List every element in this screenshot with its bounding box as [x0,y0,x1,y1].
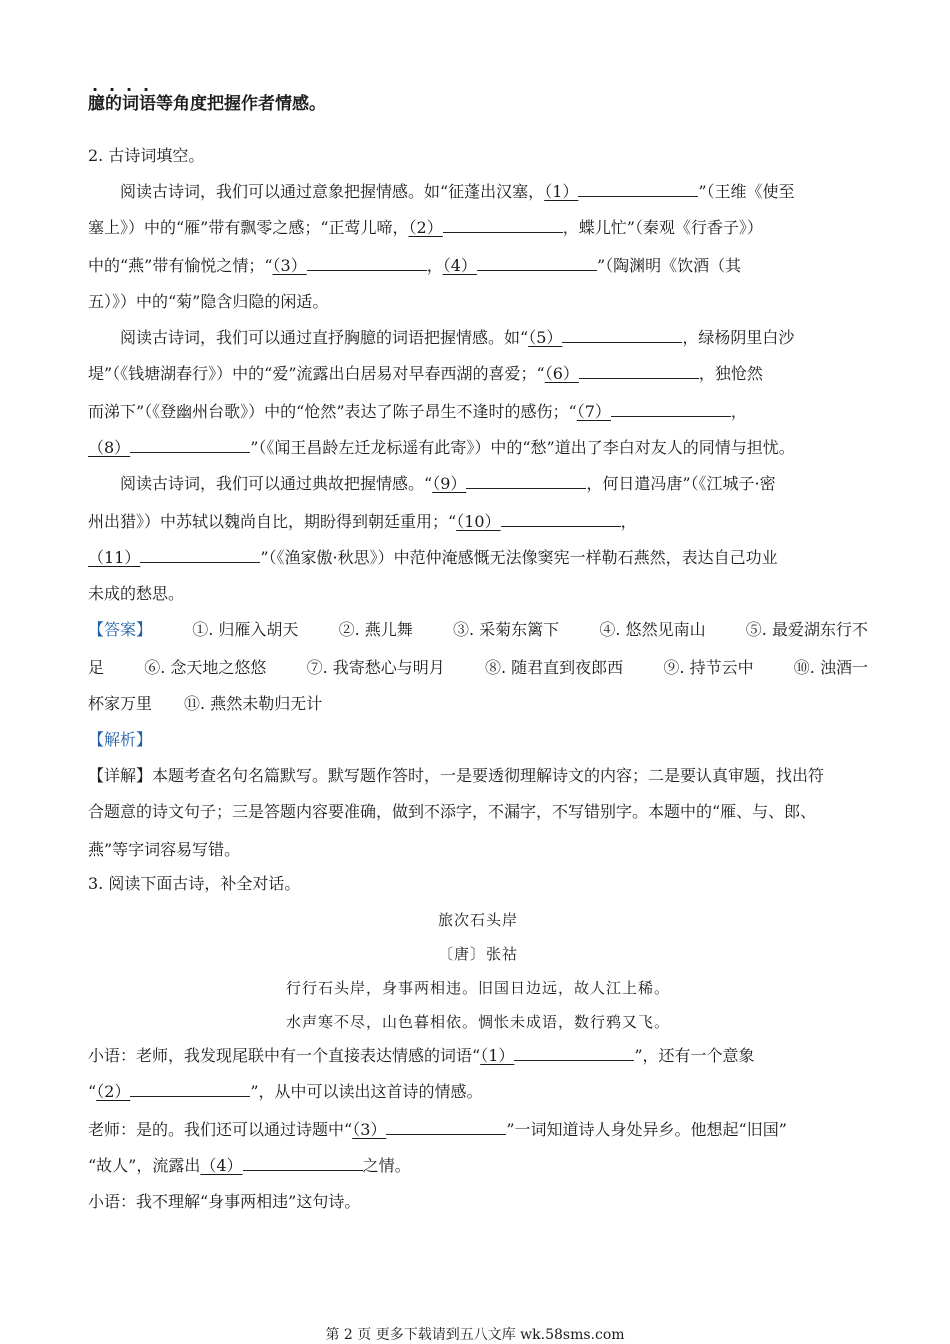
text: ”一词知道诗人身处异乡。他想起“旧国” [506,1120,787,1139]
emph-char: 的 [105,94,122,114]
text: 堤”（《钱塘湖春行》）中的“爱”流露出白居易对早春西湖的喜爱；“ [88,364,545,383]
q2-p3-line1 [88,474,776,494]
blank-line [243,1156,363,1171]
poem-line1: 行行石头岸，身事两相违。旧国日边远，故人江上稀。 [285,979,670,997]
blank-4: （4） [442,256,477,275]
q2-p2-line2 [88,364,763,384]
blank-line [562,328,682,343]
answer-item: ⑦. 我寄愁心与明月 [306,658,445,677]
text: 小语：老师，我发现尾联中有一个直接表达情感的词语“ [88,1046,481,1065]
emph-char: 臆 [88,94,105,114]
q2-p3-line2 [88,512,637,532]
q3-blank-4: （4） [200,1156,243,1175]
blank-line [443,218,563,233]
q2-p1-line2 [88,218,763,238]
poem-line2: 水声寒不尽，山色暮相依。惆怅未成语，数行鸦又飞。 [285,1013,670,1031]
answer-line3 [88,694,322,714]
dialog3: 小语：我不理解“身事两相违”这句诗。 [88,1192,361,1211]
q2-title: 2. 古诗词填空。 [88,146,205,165]
text: 阅读古诗词，我们可以通过典故把握情感。“ [120,474,433,493]
blank-line [307,256,427,271]
text: 中的“燕”带有愉悦之情；“ [88,256,273,275]
blank-line [140,548,260,563]
blank-9: （9） [432,474,467,493]
answer-item: 足 [88,658,105,677]
emph-char: 词 [122,94,139,114]
answer-item: ②. 燕儿舞 [338,620,413,639]
analysis-tag: 【解析】 [88,730,153,749]
blank-line [514,1046,634,1061]
dialog2-line1 [88,1120,787,1140]
poem-author: 〔唐〕张祜 [437,945,518,963]
blank-1: （1） [544,182,579,201]
dialog1-line1 [88,1046,755,1066]
q2-p2-line4 [88,438,795,458]
text: ”（陶渊明《饮酒（其 [596,256,742,275]
intro-rest: 等角度把握作者情感。 [156,94,326,114]
blank-2: （2） [408,218,443,237]
text: ”（王维《使至 [698,182,795,201]
blank-line [611,402,731,417]
text: ，绿杨阴里白沙 [682,328,795,347]
answer-item: ①. 归雁入胡天 [192,620,299,639]
blank-7: （7） [576,402,611,421]
text: ”，从中可以读出这首诗的情感。 [250,1082,483,1101]
text: 州出猎》）中苏轼以魏尚自比，期盼得到朝廷重用；“ [88,512,457,531]
blank-line [466,474,586,489]
blank-8: （8） [88,438,131,457]
text: 而涕下”（《登幽州台歌》）中的“怆然”表达了陈子昂生不逢时的感伤；“ [88,402,577,421]
page-footer: 第 2 页 更多下载请到五八文库 wk.58sms.com [325,1327,625,1343]
answer-line1 [88,620,868,640]
answer-item: ⑪. 燕然未勒归无计 [184,694,323,713]
q2-p2-line3 [88,402,747,422]
text: ”，还有一个意象 [634,1046,755,1065]
detail-line2: 合题意的诗文句子；三是答题内容要准确，做到不添字，不漏字，不写错别字。本题中的“雁、与、郎、 [88,802,817,821]
q3-title: 3. 阅读下面古诗，补全对话。 [88,874,301,893]
text: 塞上》）中的“雁”带有飘零之感；“正莺儿啼， [88,218,409,237]
blank-3: （3） [272,256,307,275]
detail-line1: 【详解】本题考查名句名篇默写。默写题作答时，一是要透彻理解诗文的内容；二是要认真审题，找出符 [88,766,825,785]
emph-char: 语 [139,94,156,114]
text: ，何日遣冯唐”（《江城子·密 [586,474,776,493]
blank-line [501,512,621,527]
dialog2-line2 [88,1156,411,1176]
answer-item: ⑤. 最爱湖东行不 [745,620,868,639]
answer-tag: 【答案】 [88,620,153,639]
text: 老师：是的。我们还可以通过诗题中“ [88,1120,353,1139]
blank-line [130,438,250,453]
blank-line [477,256,597,271]
q3-blank-2: （2） [96,1082,131,1101]
detail-line3: 燕”等字词容易写错。 [88,840,241,859]
blank-10: （10） [456,512,501,531]
answer-item: 杯家万里 [88,694,153,713]
text: ，独怆然 [698,364,763,383]
answer-item: ⑨. 持节云中 [663,658,754,677]
section-intro [88,94,326,114]
text: ， [730,402,747,421]
text: “故人”，流露出 [88,1156,201,1175]
blank-line [578,182,698,197]
q3-blank-1: （1） [480,1046,515,1065]
text: 阅读古诗词，我们可以通过直抒胸臆的词语把握情感。如“ [120,328,529,347]
answer-item: ③. 采菊东篱下 [453,620,560,639]
answer-item: ⑥. 念天地之悠悠 [144,658,267,677]
text: ， [620,512,637,531]
q2-p1-line4: 五）》）中的“菊”隐含归隐的闲适。 [88,292,329,311]
text: ，蝶儿忙”（秦观《行香子》） [562,218,763,237]
text: ”（《渔家傲·秋思》）中范仲淹感慨无法像窦宪一样勒石燕然，表达自己功业 [260,548,778,567]
q2-p3-line3 [88,548,778,568]
q3-blank-3: （3） [352,1120,387,1139]
q2-p2-line1 [88,328,794,348]
blank-line [579,364,699,379]
text: ， [426,256,443,275]
answer-item: ⑩. 浊酒一 [793,658,868,677]
text: “ [88,1082,97,1101]
poem-title: 旅次石头岸 [437,911,518,929]
text: 之情。 [362,1156,411,1175]
blank-11: （11） [88,548,141,567]
text: 阅读古诗词，我们可以通过意象把握情感。如“征蓬出汉塞， [120,182,545,201]
blank-6: （6） [544,364,579,383]
blank-5: （5） [528,328,563,347]
blank-line [386,1120,506,1135]
blank-line [130,1082,250,1097]
q2-p1-line1 [88,182,795,202]
answer-item: ⑧. 随君直到夜郎西 [485,658,624,677]
answer-item: ④. 悠然见南山 [599,620,706,639]
q2-p3-line4: 未成的愁思。 [88,584,185,603]
answer-line2 [88,658,868,678]
dialog1-line2 [88,1082,483,1102]
text: ”（《闻王昌龄左迁龙标遥有此寄》）中的“愁”道出了李白对友人的同情与担忧。 [250,438,795,457]
q2-p1-line3 [88,256,741,276]
